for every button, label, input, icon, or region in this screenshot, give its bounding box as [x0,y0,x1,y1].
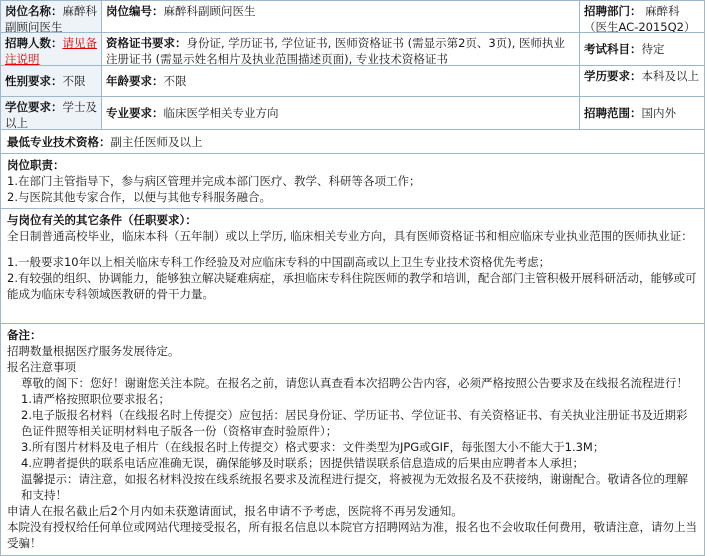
professional-title-label: 最低专业技术资格： [7,135,111,149]
conditions-block [1,210,704,304]
degree-value: 学士及以上 [5,100,97,129]
notes-line: 本院没有授权给任何单位或网站代理接受报名，所有报名信息以本院官方招聘网站为准，报名也不会收取任何费用，敬请注意，请勿上当受骗！ [7,520,697,550]
notes-line: 1.请严格按照职位要求报名； [21,392,170,406]
row-gender-age [0,66,705,97]
gender-label: 性别要求： [5,74,63,88]
major-cell [101,97,579,129]
row-position [0,0,705,33]
notes-line: 3.所有图片材料及电子相片（在线报名时上传提交）格式要求：文件类型为JPG或GIF，每张图大小不能大于1.3M； [21,440,605,454]
degree-cell [1,97,101,129]
department-code: （医生AC-2015Q2） [584,20,696,32]
conditions-intro: 全日制普通高校毕业，临床本科（五年制）或以上学历, 临床相关专业方向，具有医师资格证书和相应临床专业执业范围的医师执业证： [7,229,693,243]
row-title [0,130,705,154]
scope-label: 招聘范围： [584,106,642,120]
professional-title-value: 副主任医师及以上 [110,135,203,149]
notes-line: 温馨提示：请注意，如报名材料没按在线系统报名要求及流程进行提交，将被视为无效报名及不获接纳，谢谢配合。敬请各位的理解和支持！ [21,472,688,502]
major-value: 临床医学相关专业方向 [163,106,279,120]
notes-line: 尊敬的阁下：您好！谢谢您关注本院。在报名之前，请您认真查看本次招聘公告内容，必须严格按照公告要求及在线报名流程进行！ [21,376,688,390]
education-cell [579,66,704,96]
gender-cell [1,66,101,96]
department-value: 麻醉科 [645,4,680,18]
position-name-cell [1,1,101,32]
age-label: 年龄要求： [106,74,164,88]
scope-value: 国内外 [641,106,676,120]
notes-block [1,325,704,553]
duties-section [0,154,705,209]
condition-item: 2.有较强的组织、协调能力，能够独立解决疑难病症，承担临床专科住院医师的教学和培训，配合部门主管积极开展科研活动，能够或可能成为临床专科领域医教研的骨干力量。 [7,271,697,301]
notes-heading: 备注： [7,328,42,342]
notes-section [0,324,705,556]
scope-cell [579,97,704,129]
conditions-section [0,209,705,324]
gender-value: 不限 [62,74,86,88]
notes-line: 2.电子版报名材料（在线报名时上传提交）应包括：居民身份证、学历证书、学位证书、有关资格证书、有关执业注册证书及近期彩色证件照等相关证明材料电子版各一份（资格审查时验原件）； [21,408,688,438]
duty-item: 1.在部门主管指导下，参与病区管理并完成本部门医疗、教学、科研等各项工作； [7,174,421,188]
duty-item: 2.与医院其他专家合作，以便与其他专科服务融合。 [7,190,271,204]
notes-line: 申请人在报名截止后2个月内如未获邀请面试，报名申请不予考虑，医院将不再另发通知。 [7,504,463,518]
exam-value: 待定 [641,42,665,56]
row-certificates [0,33,705,66]
notes-line: 报名注意事项 [7,360,76,374]
exam-label: 考试科目： [584,42,642,56]
position-code-cell [101,1,579,32]
duties-block [1,155,704,207]
education-label: 学历要求： [584,69,642,83]
headcount-note-link[interactable]: 请见备注说明 [5,36,97,65]
age-cell [101,66,579,96]
position-code-label: 岗位编号： [106,4,164,18]
position-name-value: 麻醉科副顾问医生 [5,4,97,32]
professional-title-cell [1,130,704,153]
certificates-label: 资格证书要求： [106,36,187,50]
conditions-heading: 与岗位有关的其它条件（任职要求）： [7,213,197,227]
education-value: 本科及以上 [641,69,699,83]
age-value: 不限 [163,74,187,88]
row-degree-major [0,97,705,130]
exam-cell [579,33,704,65]
department-label: 招聘部门： [584,4,642,18]
position-name-label: 岗位名称： [5,4,63,18]
position-code-value: 麻醉科副顾问医生 [163,4,256,18]
duties-heading: 岗位职责： [7,158,65,172]
notes-line: 招聘数量根据医疗服务发展待定。 [7,344,180,358]
condition-item: 1.一般要求10年以上相关临床专科工作经验及对应临床专科的中国副高或以上卫生专业技术资格优先考虑； [7,255,551,269]
headcount-label: 招聘人数： [5,36,63,50]
certificates-value: 身份证, 学历证书, 学位证书, 医师资格证书 (需显示第2页、3页), 医师执业注册证书 (需显示姓名相片及执业范围描述页面), 专业技术资格证书 [106,36,566,65]
major-label: 专业要求： [106,106,164,120]
department-cell [579,1,704,32]
certificates-cell [101,33,579,65]
degree-label: 学位要求： [5,100,63,114]
notes-line: 4.应聘者提供的联系电话应准确无误，确保能够及时联系；因提供错误联系信息造成的后果由应聘者本人承担； [21,456,584,470]
headcount-cell [1,33,101,65]
